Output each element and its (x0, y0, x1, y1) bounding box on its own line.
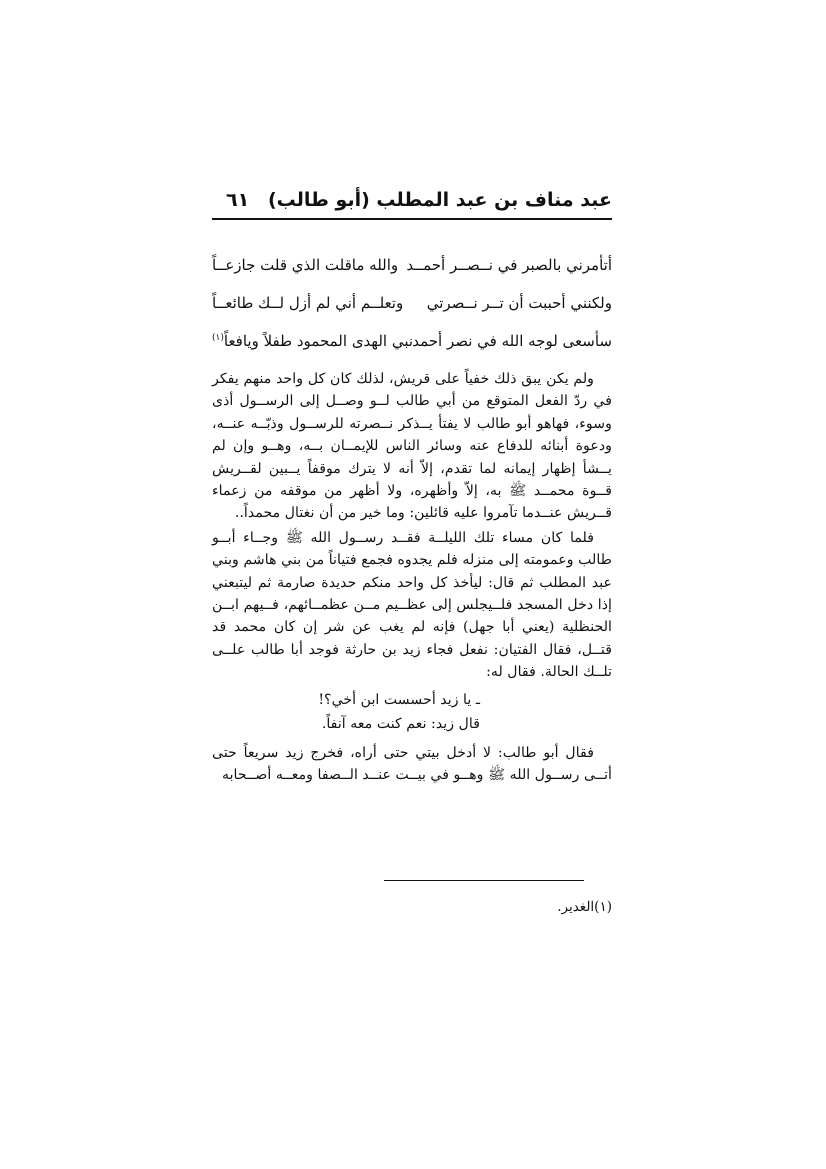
chapter-title: عبد مناف بن عبد المطلب (أبو طالب) (267, 189, 612, 211)
dialogue-block (212, 688, 612, 736)
header-divider (212, 218, 612, 220)
verse-first-hemistich: ولكنني أحببت أن تــر نــصرتي (426, 294, 612, 312)
dialogue-line: قال زيد: نعم كنت معه آنفاً. (321, 715, 480, 732)
paragraph: ولم يكن يبق ذلك خفياً على قريش، لذلك كان كل واحد منهم يفكر في ردّ الفعل المتوقع من أبي طالب لــو وصــل إلى الرســول أذى وسوء، فهاهو أبو طالب لا يفتأ يــذكر نــصرته للرســول وذبّــه عنــه، ودعوة أبنائه للدفاع عنه وسائر الناس للإيمــان بــه، وهــو وإن لم يــشأ إظهار إيمانه لما تقدم، إلاّ أنه لا يترك موقفاً يــبين لقــريش قــوة محمــد ﷺ به، إلاّ وأظهره، ولا أظهر من موقفه من زعماء قــريش عنــدما تآمروا عليه قائلين: وما خير من أن نغتال محمداً.. (212, 371, 612, 522)
paragraph: فلما كان مساء تلك الليلــة فقــد رســول الله ﷺ وجــاء أبــو طالب وعمومته إلى منزله فلم يجدوه فجمع فتياناً من بني هاشم وبني عبد المطلب ثم قال: ليأخذ كل واحد منكم حديدة صارمة ثم ليتبعني إذا دخل المسجد فلــيجلس إلى عظــيم مــن عظمــائهم، فــيهم ابــن الحنظلية (يعني أبا جهل) فإنه لم يغب عن شر إن كان محمد قد قتــل، فقال الفتيان: نفعل فجاء زيد بن حارثة فوجد أبا طالب علــى تلــك الحالة. فقال له: (212, 529, 612, 681)
footnote-divider (384, 880, 584, 881)
body-text (212, 368, 612, 789)
verse-first-hemistich: سأسعى لوجه الله في نصر أحمد (412, 332, 612, 350)
footnote: (١)الغدير. (557, 899, 612, 915)
verse-text: نبي الهدى المحمود طفلاً ويافعاً (223, 332, 414, 350)
running-header (212, 186, 612, 218)
poem-verse (212, 326, 612, 364)
verse-first-hemistich: أتأمرني بالصبر في نــصــر أحمــد (406, 256, 612, 274)
verse-second-hemistich: والله ماقلت الذي قلت جازعــاً (212, 256, 399, 274)
poem-verse (212, 250, 612, 288)
paragraph: فقال أبو طالب: لا أدخل بيتي حتى أراه، فخرج زيد سريعاً حتى أتــى رســول الله ﷺ وهــو في بيــت عنــد الــصفا ومعــه أصــحابه (212, 744, 612, 784)
dialogue-line: ـ يا زيد أحسست ابن أخي؟! (318, 691, 480, 708)
footnote-reference[interactable]: (١) (212, 333, 224, 343)
poem-block (212, 250, 612, 364)
verse-second-hemistich: وتعلــم أني لم أزل لــك طائعــاً (212, 294, 404, 312)
page-number: ٦١ (226, 189, 250, 211)
verse-second-hemistich-with-ref (212, 326, 413, 356)
poem-verse (212, 288, 612, 326)
